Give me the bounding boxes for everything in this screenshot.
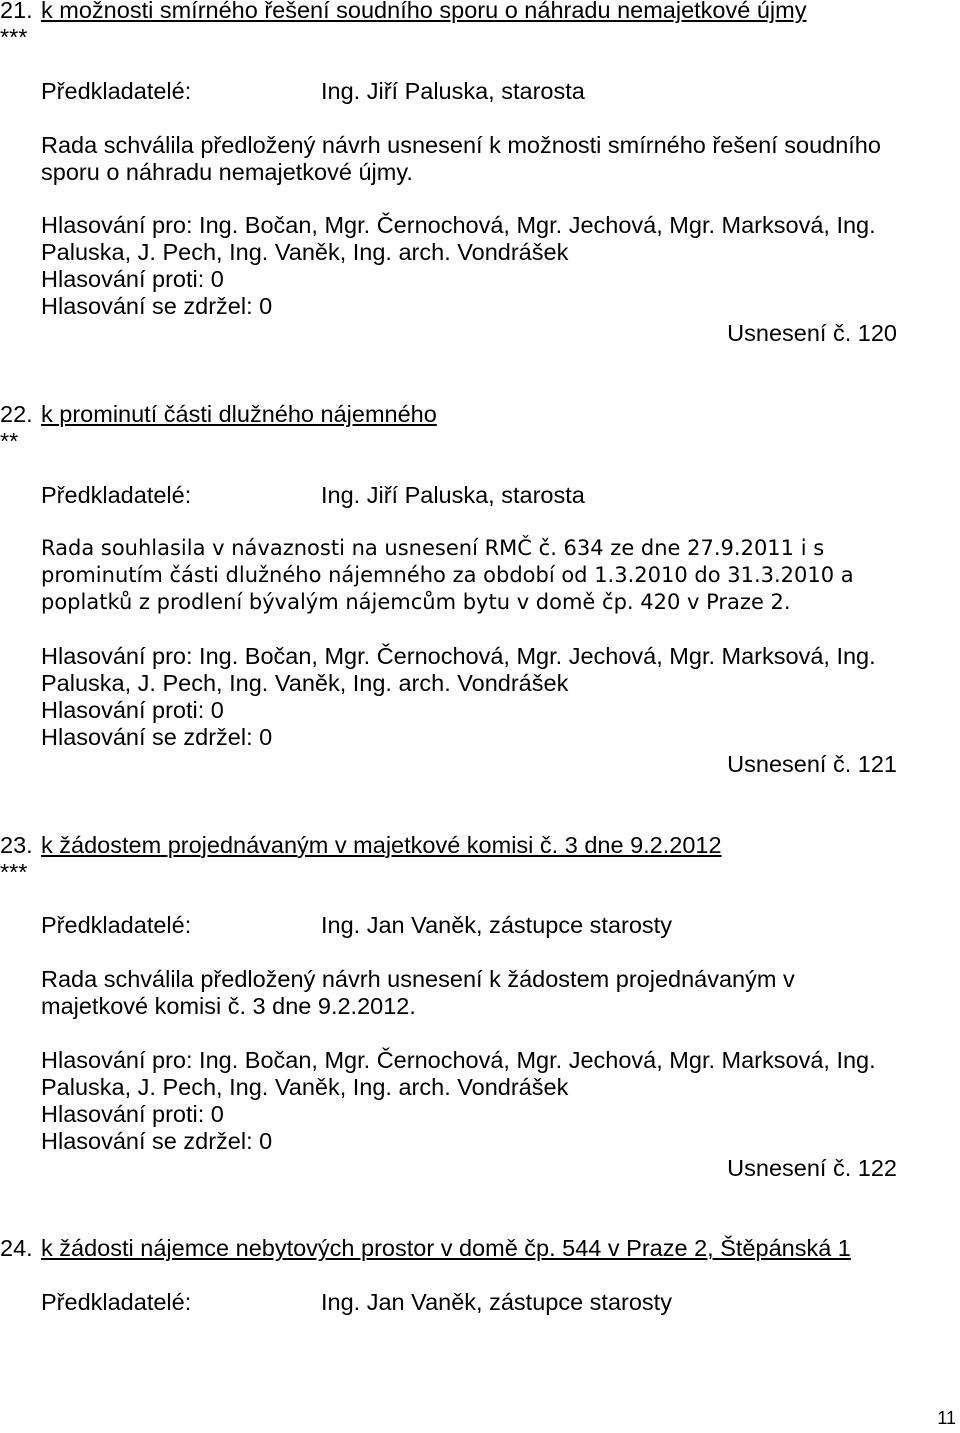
item-priority-stars: **	[0, 427, 19, 454]
item-priority-stars: ***	[0, 23, 28, 50]
presenter-row	[0, 482, 897, 509]
agenda-item-24	[0, 1235, 897, 1316]
resolution-text	[0, 966, 897, 1020]
vote-against: Hlasování proti: 0	[41, 1100, 224, 1127]
item-heading	[0, 0, 897, 24]
resolution-text-line: Rada schválila předložený návrh usnesení k žádostem projednávaným v	[41, 966, 795, 993]
vote-for-line: Hlasování pro: Ing. Bočan, Mgr. Černochová, Mgr. Jechová, Mgr. Marksová, Ing.	[41, 212, 876, 239]
item-number: 21.	[0, 0, 33, 23]
agenda-item-23	[0, 832, 897, 1182]
resolution-text-line: majetkové komisi č. 3 dne 9.2.2012.	[41, 993, 416, 1020]
presenter-name: Ing. Jiří Paluska, starosta	[321, 77, 585, 104]
vote-abstain: Hlasování se zdržel: 0	[41, 293, 273, 320]
item-title: k možnosti smírného řešení soudního sporu o náhradu nemajetkové újmy	[41, 0, 807, 23]
item-heading	[0, 401, 897, 428]
presenter-row	[0, 78, 897, 105]
agenda-item-21	[0, 0, 897, 347]
resolution-text-line: sporu o náhradu nemajetkové újmy.	[41, 158, 413, 185]
presenter-row	[0, 1289, 897, 1316]
vote-for-line: Paluska, J. Pech, Ing. Vaněk, Ing. arch. Vondrášek	[41, 239, 569, 266]
presenter-name: Ing. Jan Vaněk, zástupce starosty	[321, 912, 672, 939]
resolution-number: Usnesení č. 120	[727, 320, 897, 347]
presenter-label: Předkladatelé:	[41, 481, 192, 508]
item-number: 24.	[0, 1235, 33, 1262]
vote-for-line: Hlasování pro: Ing. Bočan, Mgr. Černochová, Mgr. Jechová, Mgr. Marksová, Ing.	[41, 1046, 876, 1073]
item-number: 23.	[0, 831, 33, 858]
resolution-number: Usnesení č. 122	[727, 1154, 897, 1181]
vote-for-line: Paluska, J. Pech, Ing. Vaněk, Ing. arch. Vondrášek	[41, 1073, 569, 1100]
item-number: 22.	[0, 400, 33, 427]
presenter-name: Ing. Jiří Paluska, starosta	[321, 481, 585, 508]
item-heading	[0, 1235, 897, 1262]
vote-for-line: Hlasování pro: Ing. Bočan, Mgr. Černochová, Mgr. Jechová, Mgr. Marksová, Ing.	[41, 643, 876, 670]
resolution-text	[0, 132, 897, 186]
voting-block	[0, 643, 897, 778]
vote-against: Hlasování proti: 0	[41, 696, 224, 723]
item-title: k žádostem projednávaným v majetkové komisi č. 3 dne 9.2.2012	[41, 831, 722, 858]
presenter-label: Předkladatelé:	[41, 77, 192, 104]
agenda-item-22	[0, 401, 897, 778]
presenter-name: Ing. Jan Vaněk, zástupce starosty	[321, 1289, 672, 1316]
resolution-text-line: prominutím části dlužného nájemného za období od 1.3.2010 do 31.3.2010 a	[41, 563, 854, 588]
page-number: 11	[937, 1408, 956, 1428]
voting-block	[0, 212, 897, 347]
presenter-label: Předkladatelé:	[41, 1289, 192, 1316]
resolution-number: Usnesení č. 121	[727, 750, 897, 777]
resolution-text-line: poplatků z prodlení bývalým nájemcům bytu v domě čp. 420 v Praze 2.	[41, 590, 791, 615]
voting-block	[0, 1047, 897, 1182]
vote-for-line: Paluska, J. Pech, Ing. Vaněk, Ing. arch. Vondrášek	[41, 670, 569, 697]
presenter-label: Předkladatelé:	[41, 912, 192, 939]
vote-abstain: Hlasování se zdržel: 0	[41, 1127, 273, 1154]
resolution-text	[0, 535, 897, 616]
vote-abstain: Hlasování se zdržel: 0	[41, 723, 273, 750]
item-priority-stars: ***	[0, 858, 28, 885]
resolution-text-line: Rada schválila předložený návrh usnesení k možnosti smírného řešení soudního	[41, 131, 881, 158]
resolution-text-line: Rada souhlasila v návaznosti na usnesení RMČ č. 634 ze dne 27.9.2011 i s	[41, 536, 825, 561]
vote-against: Hlasování proti: 0	[41, 266, 224, 293]
presenter-row	[0, 912, 897, 939]
item-heading	[0, 832, 897, 859]
item-title: k žádosti nájemce nebytových prostor v domě čp. 544 v Praze 2, Štěpánská 1	[41, 1235, 851, 1262]
item-title: k prominutí části dlužného nájemného	[41, 400, 437, 427]
